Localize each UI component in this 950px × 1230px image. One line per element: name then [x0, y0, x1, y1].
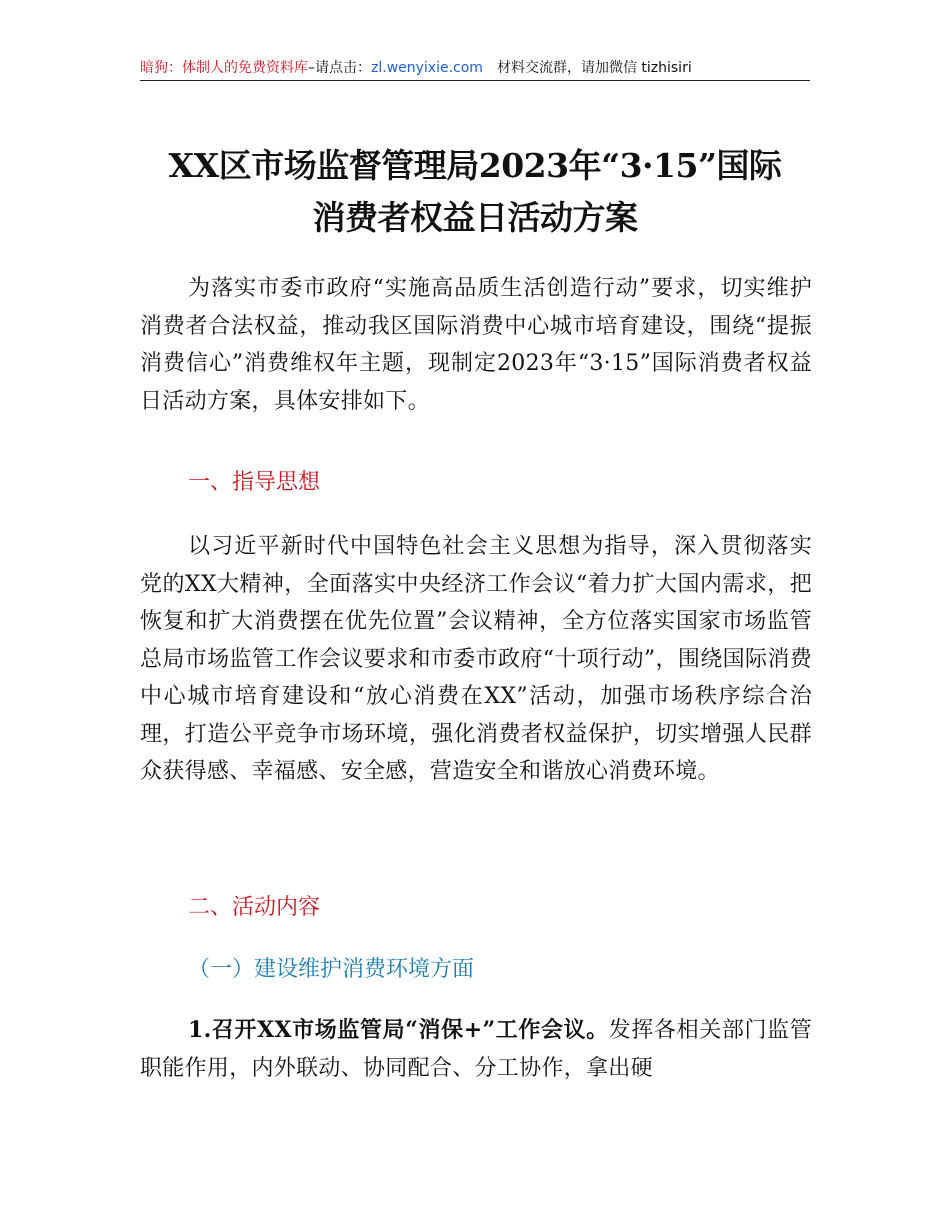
section-1-body: 以习近平新时代中国特色社会主义思想为指导，深入贯彻落实党的XX大精神，全面落实中央经济工作会议“着力扩大国内需求，把恢复和扩大消费摆在优先位置”会议精神，全方位落实国家市场监管总局市场监管工作会议要求和市委市政府“十项行动”，围绕国际消费中心城市培育建设和“放心消费在XX”活动，加强市场秩序综合治理，打造公平竞争市场环境，强化消费者权益保护，切实增强人民群众获得感、幸福感、安全感，营造安全和谐放心消费环境。 — [140, 534, 812, 784]
header-cta-text: –请点击： — [308, 60, 371, 76]
section-2-subheading: （一）建设维护消费环境方面 — [188, 957, 475, 982]
section-1-heading: 一、指导思想 — [188, 470, 321, 495]
section-2-heading: 二、活动内容 — [188, 895, 321, 920]
section-2-item-1 — [140, 1012, 812, 1087]
title-line-1: XX区市场监督管理局2023年“3·15”国际 — [168, 146, 782, 185]
header-url-link[interactable]: zl.wenyixie.com — [371, 60, 483, 76]
document-title — [140, 140, 810, 244]
header-promo-text: 暗狗：体制人的免费资料库 — [140, 60, 308, 76]
intro-paragraph: 为落实市委市政府“实施高品质生活创造行动”要求，切实维护消费者合法权益，推动我区国际消费中心城市培育建设，围绕“提振消费信心”消费维权年主题，现制定2023年“3·15”国际消费者权益日活动方案，具体安排如下。 — [140, 276, 812, 414]
title-line-2: 消费者权益日活动方案 — [312, 198, 638, 237]
item-1-lead: 1.召开XX市场监管局“消保+”工作会议。 — [188, 1017, 609, 1043]
item-1-body: 发挥各相关部门监管职能作用，内外联动、协同配合、分工协作，拿出硬 — [140, 1018, 813, 1081]
header-group-text: 材料交流群，请加微信 tizhisiri — [496, 60, 692, 76]
page-header — [140, 58, 810, 81]
